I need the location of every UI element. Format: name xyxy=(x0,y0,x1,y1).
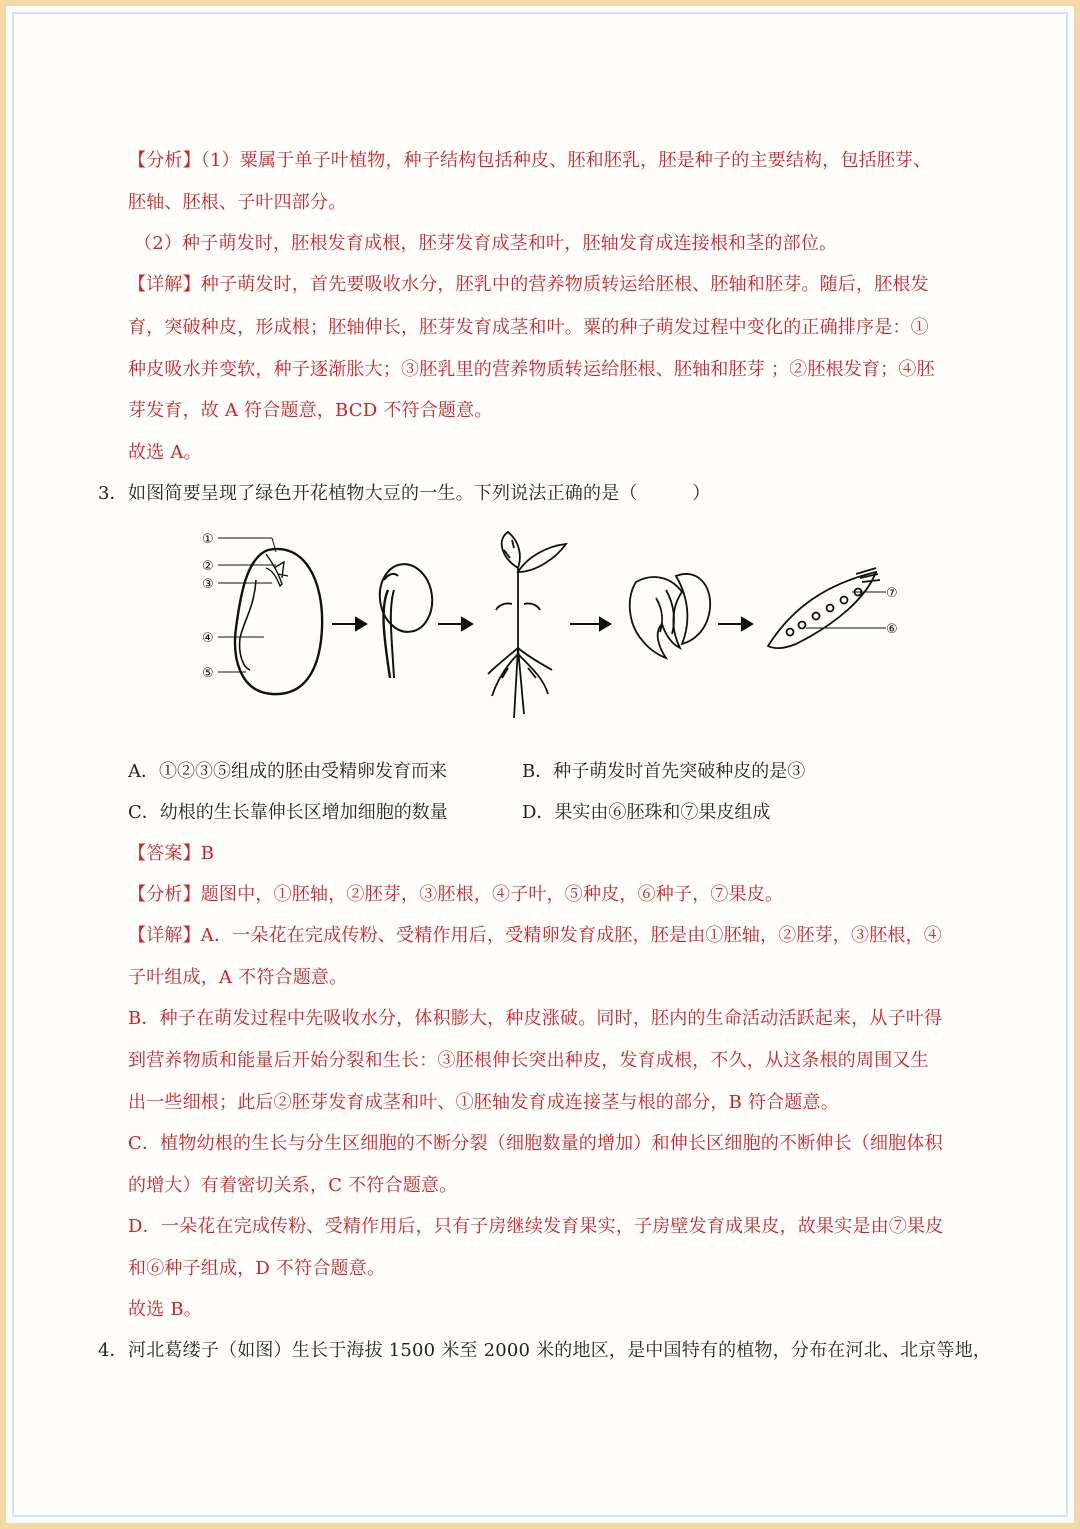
q3-stem: 如图简要呈现了绿色开花植物大豆的一生。下列说法正确的是（ ） xyxy=(128,483,711,504)
q3-detail-line7: 的增大）有着密切关系，C 不符合题意。 xyxy=(128,1175,458,1196)
q3-number: 3． xyxy=(98,483,128,504)
soybean-lifecycle-svg xyxy=(196,528,908,728)
seedling-drawing xyxy=(488,532,566,718)
q3-analysis: 【分析】题图中，①胚轴，②胚芽，③胚根，④子叶，⑤种皮，⑥种子，⑦果皮。 xyxy=(128,884,784,905)
q3-detail-line8: D．一朵花在完成传粉、受精作用后，只有子房继续发育果实，子房壁发育成果皮，故果实是由⑦果皮 xyxy=(128,1216,944,1237)
q2-detail-line2: 育，突破种皮，形成根；胚轴伸长，胚芽发育成茎和叶。粟的种子萌发过程中变化的正确排序是：① xyxy=(128,317,929,338)
q3-option-a: A．①②③⑤组成的胚由受精卵发育而来 xyxy=(128,761,447,782)
q3-option-d: D．果实由⑥胚珠和⑦果皮组成 xyxy=(522,802,771,823)
q2-detail-line3: 种皮吸水并变软，种子逐渐胀大；③胚乳里的营养物质转运给胚根、胚轴和胚芽 ；②胚根发育；④胚 xyxy=(128,359,935,380)
arrow-1 xyxy=(332,618,366,630)
q4-number: 4． xyxy=(98,1340,128,1361)
q3-detail-line9: 和⑥种子组成，D 不符合题意。 xyxy=(128,1258,386,1279)
q2-analysis-line3: （2）种子萌发时，胚根发育成根，胚芽发育成茎和叶，胚轴发育成连接根和茎的部位。 xyxy=(134,233,838,254)
germinating-seed-drawing xyxy=(376,561,437,678)
arrow-2 xyxy=(438,618,472,630)
q2-conclusion: 故选 A。 xyxy=(128,442,202,463)
q3-detail-line1: 【详解】A．一朵花在完成传粉、受精作用后，受精卵发育成胚，胚是由①胚轴，②胚芽，③胚根，④ xyxy=(128,925,942,946)
q2-analysis-line2: 胚轴、胚根、子叶四部分。 xyxy=(128,192,347,213)
seed-section-drawing xyxy=(235,549,322,694)
q3-detail-line6: C．植物幼根的生长与分生区细胞的不断分裂（细胞数量的增加）和伸长区细胞的不断伸长（细胞体积 xyxy=(128,1133,943,1154)
label-1: ① xyxy=(202,532,214,547)
label-5: ⑤ xyxy=(202,666,214,681)
arrow-3 xyxy=(570,618,610,630)
q2-detail-line4: 芽发育，故 A 符合题意，BCD 不符合题意。 xyxy=(128,400,493,421)
q2-detail-line1: 【详解】种子萌发时，首先要吸收水分，胚乳中的营养物质转运给胚根、胚轴和胚芽。随后，胚根发 xyxy=(128,274,929,295)
arrow-4 xyxy=(718,618,752,630)
label-3: ③ xyxy=(202,577,214,592)
q3-option-c: C．幼根的生长靠伸长区增加细胞的数量 xyxy=(128,802,448,823)
q3-detail-line4: 到营养物质和能量后开始分裂和生长：③胚根伸长突出种皮，发育成根，不久，从这条根的周围又生 xyxy=(128,1050,929,1071)
q3-detail-line3: B．种子在萌发过程中先吸收水分，体积膨大，种皮涨破。同时，胚内的生命活动活跃起来，从子叶得 xyxy=(128,1008,943,1029)
label-7: ⑦ xyxy=(886,586,898,601)
flower-drawing xyxy=(630,574,710,658)
soybean-lifecycle-figure xyxy=(196,528,908,728)
seed-leader-lines xyxy=(218,538,276,672)
q3-conclusion: 故选 B。 xyxy=(128,1299,202,1320)
q3-detail-line5: 出一些细根；此后②胚芽发育成茎和叶、①胚轴发育成连接茎与根的部分，B 符合题意。 xyxy=(128,1092,839,1113)
q3-answer: 【答案】B xyxy=(128,843,215,864)
q3-option-b: B．种子萌发时首先突破种皮的是③ xyxy=(522,761,806,782)
label-4: ④ xyxy=(202,631,214,646)
q4-stem: 河北葛缕子（如图）生长于海拔 1500 米至 2000 米的地区，是中国特有的植物，分布在河北、北京等地， xyxy=(128,1340,992,1361)
label-6: ⑥ xyxy=(886,622,898,637)
pod-drawing xyxy=(768,568,880,648)
label-2: ② xyxy=(202,559,214,574)
q2-analysis-line1: 【分析】（1）粟属于单子叶植物，种子结构包括种皮、胚和胚乳，胚是种子的主要结构，包括胚芽、 xyxy=(128,150,932,171)
q3-detail-line2: 子叶组成，A 不符合题意。 xyxy=(128,967,348,988)
